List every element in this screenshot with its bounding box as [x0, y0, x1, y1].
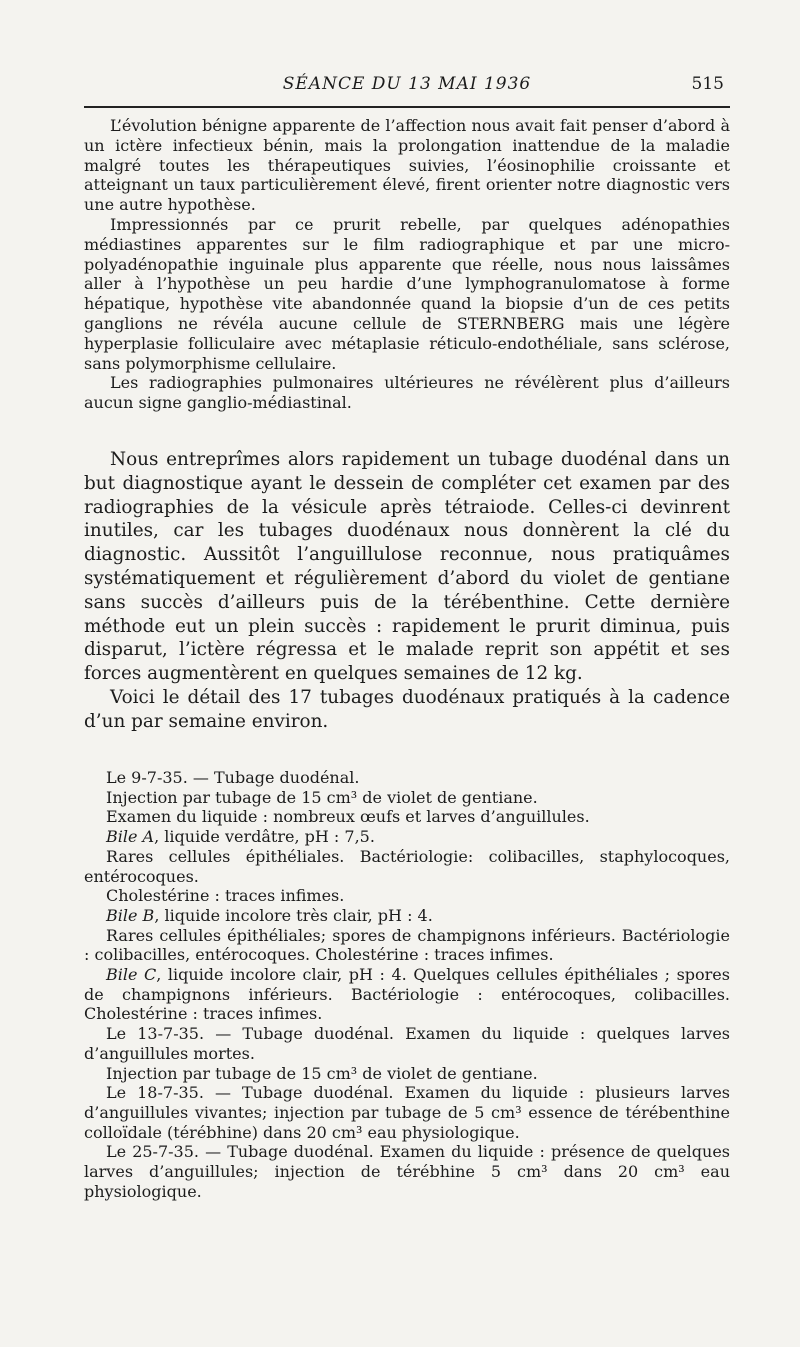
note-line — [84, 965, 730, 1024]
note-line: Le 13-7-35. — Tubage duodénal. Examen du liquide : quelques larves d’anguillules mortes. — [84, 1024, 730, 1063]
note-line — [84, 827, 730, 847]
note-text: , liquide incolore clair, pH : 4. Quelques cellules épithéliales ; spores de champignons inférieurs. Bactériologie : entérocoques, colibacilles. Cholestérine : traces infimes. — [84, 965, 730, 1024]
note-line — [84, 906, 730, 926]
bile-label: Bile A — [106, 827, 155, 847]
note-line: Examen du liquide : nombreux œufs et larves d’anguillules. — [106, 807, 590, 827]
note-line: Le 9-7-35. — Tubage duodénal. — [106, 768, 360, 787]
main-text-section — [84, 448, 730, 734]
note-line: Rares cellules épithéliales; spores de champignons inférieurs. Bactériologie : colibacilles, entérocoques. Cholestérine : traces infimes. — [84, 925, 730, 965]
case-notes-section — [84, 768, 730, 1201]
note-line: Rares cellules épithéliales. Bactériologie: colibacilles, staphylocoques, entérocoques. — [84, 846, 730, 886]
small-print-section — [84, 116, 730, 413]
paragraph: Les radiographies pulmonaires ultérieures ne révélèrent plus d’ailleurs aucun signe ganglio-médiastinal. — [84, 373, 730, 413]
header-title: SÉANCE DU 13 MAI 1936 — [282, 74, 532, 94]
note-line: Cholestérine : traces infimes. — [106, 886, 345, 906]
bile-label: Bile C — [106, 965, 157, 985]
note-text: , liquide incolore très clair, pH : 4. — [154, 905, 433, 925]
note-text: , liquide verdâtre, pH : 7,5. — [154, 827, 375, 847]
paragraph: Impressionnés par ce prurit rebelle, par quelques adénopathies médiastines apparentes sur le film radiographique et par une micro-polyadénopathie inguinale plus apparente que réelle, nous nous laissâmes aller à l’hypothèse un peu hardie d’une lymphogranulomatose à forme hépatique, hypothèse vite abandonnée quand la biopsie d’un de ces petits ganglions ne révéla aucune cellule de STERNBERG mais une légère hyperplasie folliculaire avec métaplasie réticulo-endothéliale, sans sclérose, sans polymorphisme cellulaire. — [84, 214, 730, 373]
note-line: Le 18-7-35. — Tubage duodénal. Examen du liquide : plusieurs larves d’anguillules vivantes; injection par tubage de 5 cm³ essence de térébenthine colloïdale (térébhine) dans 20 cm³ eau physiologique. — [84, 1083, 730, 1142]
note-line: Injection par tubage de 15 cm³ de violet de gentiane. — [106, 1063, 538, 1083]
paragraph: Nous entreprîmes alors rapidement un tubage duodénal dans un but diagnostique ayant le dessein de compléter cet examen par des radiographies de la vésicule après tétraiode. Celles-ci devinrent inutiles, car les tubages duodénaux nous donnèrent la clé du diagnostic. Aussitôt l’anguillulose reconnue, nous pratiquâmes systématiquement et régulièrement d’abord du violet de gentiane sans succès d’ailleurs puis de la térébenthine. Cette dernière méthode eut un plein succès : rapidement le prurit diminua, puis disparut, l’ictère régressa et le malade reprit son appétit et ses forces augmentèrent en quelques semaines de 12 kg. — [84, 449, 730, 685]
bile-label: Bile B — [106, 905, 155, 925]
paragraph: Voici le détail des 17 tubages duodénaux pratiqués à la cadence d’un par semaine environ. — [84, 686, 730, 732]
note-line: Le 25-7-35. — Tubage duodénal. Examen du liquide : présence de quelques larves d’anguillules; injection de térébhine 5 cm³ dans 20 cm³ eau physiologique. — [84, 1142, 730, 1201]
paragraph: L’évolution bénigne apparente de l’affection nous avait fait penser d’abord à un ictère infectieux bénin, mais la prolongation inattendue de la maladie malgré toutes les thérapeutiques suivies, l’éosinophilie croissante et atteignant un taux particulièrement élevé, firent orienter notre diagnostic vers une autre hypothèse. — [84, 116, 730, 215]
note-line: Injection par tubage de 15 cm³ de violet de gentiane. — [106, 787, 538, 807]
header-rule — [84, 106, 730, 108]
page-number: 515 — [691, 74, 724, 94]
running-header — [84, 74, 730, 100]
